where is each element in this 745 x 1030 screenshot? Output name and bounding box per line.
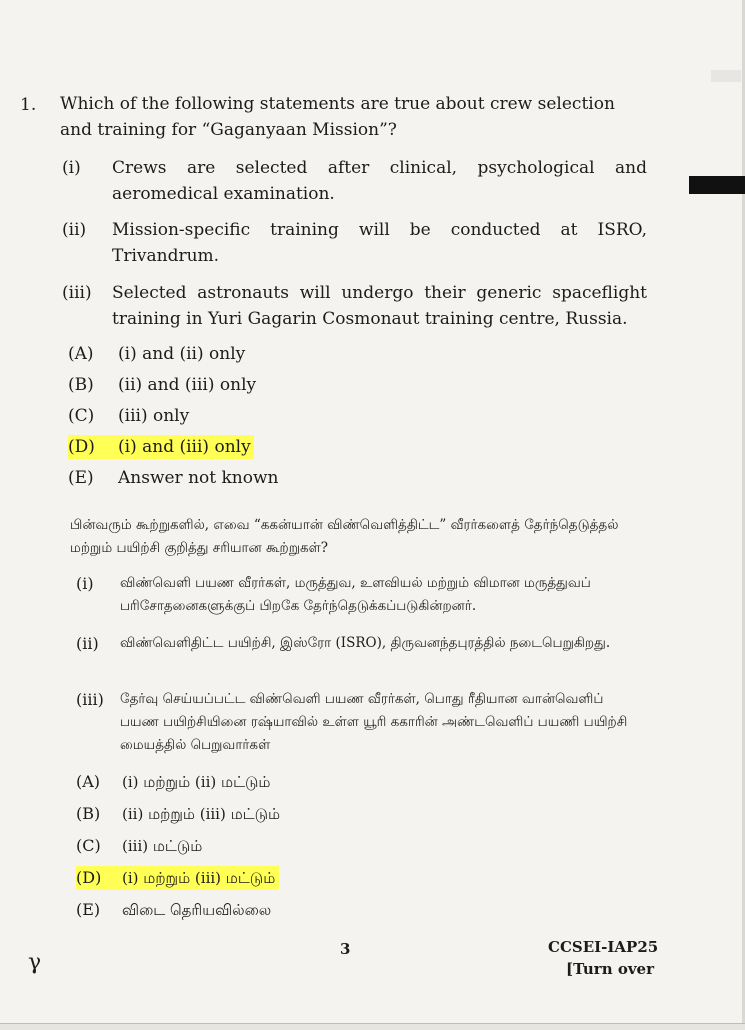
tamil-statement-ii: [76, 632, 646, 655]
option-text: (iii) only: [118, 406, 190, 426]
statement-i: [62, 155, 647, 207]
statement-num: (i): [62, 158, 81, 178]
tamil-statement-iii: [76, 688, 646, 757]
statement-text: விண்வெளி பயண வீரர்கள், மருத்துவ, உளவியல் மற்றும் விமான மருத்துவப் பரிசோதனைகளுக்குப் பிறகே தேர்ந்தெடுக்கப்படுகின்றனர்.: [120, 575, 591, 614]
option-letter: (C): [76, 836, 101, 855]
tamil-option-b[interactable]: [76, 802, 280, 826]
turn-over-label: [Turn over: [566, 960, 654, 978]
option-text: Answer not known: [118, 468, 279, 488]
question-number: 1.: [20, 95, 37, 115]
page-bottom-edge: [0, 1023, 745, 1030]
black-margin-tab: [689, 176, 745, 194]
statement-text: தேர்வு செய்யப்பட்ட விண்வெளி பயண வீரர்கள், பொது ரீதியான வான்வெளிப் பயண பயிற்சியினை ரஷ்யாவில் உள்ள யூரி ககாரின் அண்டவெளிப் பயணி பயிற்சி மையத்தில் பெறுவார்கள்: [120, 691, 628, 753]
scan-smudge: [711, 70, 741, 82]
option-text: (i) மற்றும் (iii) மட்டும்: [122, 869, 276, 887]
option-letter: (A): [76, 772, 101, 791]
statement-text: விண்வெளிதிட்ட பயிற்சி, இஸ்ரோ (ISRO), திருவனந்தபுரத்தில் நடைபெறுகிறது.: [120, 635, 611, 651]
option-letter: (E): [76, 900, 101, 919]
tamil-option-c[interactable]: [76, 834, 202, 858]
tamil-question-text: பின்வரும் கூற்றுகளில், எவை “ககன்யான் விண்வெளித்திட்ட” வீரர்களைத் தேர்ந்தெடுத்தல் மற்றும் பயிற்சி குறித்து சரியான கூற்றுகள்?: [70, 517, 619, 556]
option-text: விடை தெரியவில்லை: [122, 901, 272, 919]
option-letter: (B): [68, 375, 94, 395]
option-d-highlighted[interactable]: [68, 435, 254, 459]
option-letter: (B): [76, 804, 101, 823]
statement-iii: [62, 280, 647, 332]
option-text: (iii) மட்டும்: [122, 837, 203, 855]
statement-num: (ii): [62, 220, 87, 240]
tamil-option-a[interactable]: [76, 770, 270, 794]
statement-num: (ii): [76, 634, 99, 653]
option-letter: (D): [76, 868, 102, 887]
option-text: (i) மற்றும் (ii) மட்டும்: [122, 773, 271, 791]
tamil-option-d-highlighted[interactable]: [76, 866, 279, 890]
statement-text: Selected astronauts will undergo their generic spaceflight training in Yuri Gagarin Cosmonaut training centre, Russia.: [112, 283, 647, 329]
option-text: (ii) and (iii) only: [118, 375, 257, 395]
statement-num: (iii): [76, 690, 104, 709]
option-letter: (D): [68, 437, 95, 457]
page-number: 3: [340, 940, 351, 958]
statement-num: (i): [76, 574, 94, 593]
option-text: (ii) மற்றும் (iii) மட்டும்: [122, 805, 281, 823]
tamil-option-e[interactable]: [76, 898, 271, 922]
statement-text: Mission-specific training will be conducted at ISRO, Trivandrum.: [112, 220, 647, 266]
option-letter: (C): [68, 406, 95, 426]
statement-num: (iii): [62, 283, 92, 303]
option-b[interactable]: [68, 373, 256, 397]
option-a[interactable]: [68, 342, 245, 366]
option-letter: (E): [68, 468, 94, 488]
question-text: Which of the following statements are true about crew selection and training for “Gaganyaan Mission”?: [60, 94, 615, 140]
option-c[interactable]: [68, 404, 189, 428]
option-text: (i) and (iii) only: [118, 437, 251, 457]
margin-mark: γ: [28, 950, 42, 975]
option-e[interactable]: [68, 466, 279, 490]
statement-text: Crews are selected after clinical, psychological and aeromedical examination.: [112, 158, 647, 204]
paper-code: CCSEI-IAP25: [548, 938, 659, 956]
tamil-statement-i: [76, 572, 646, 618]
option-letter: (A): [68, 344, 94, 364]
statement-ii: [62, 217, 647, 269]
option-text: (i) and (ii) only: [118, 344, 246, 364]
